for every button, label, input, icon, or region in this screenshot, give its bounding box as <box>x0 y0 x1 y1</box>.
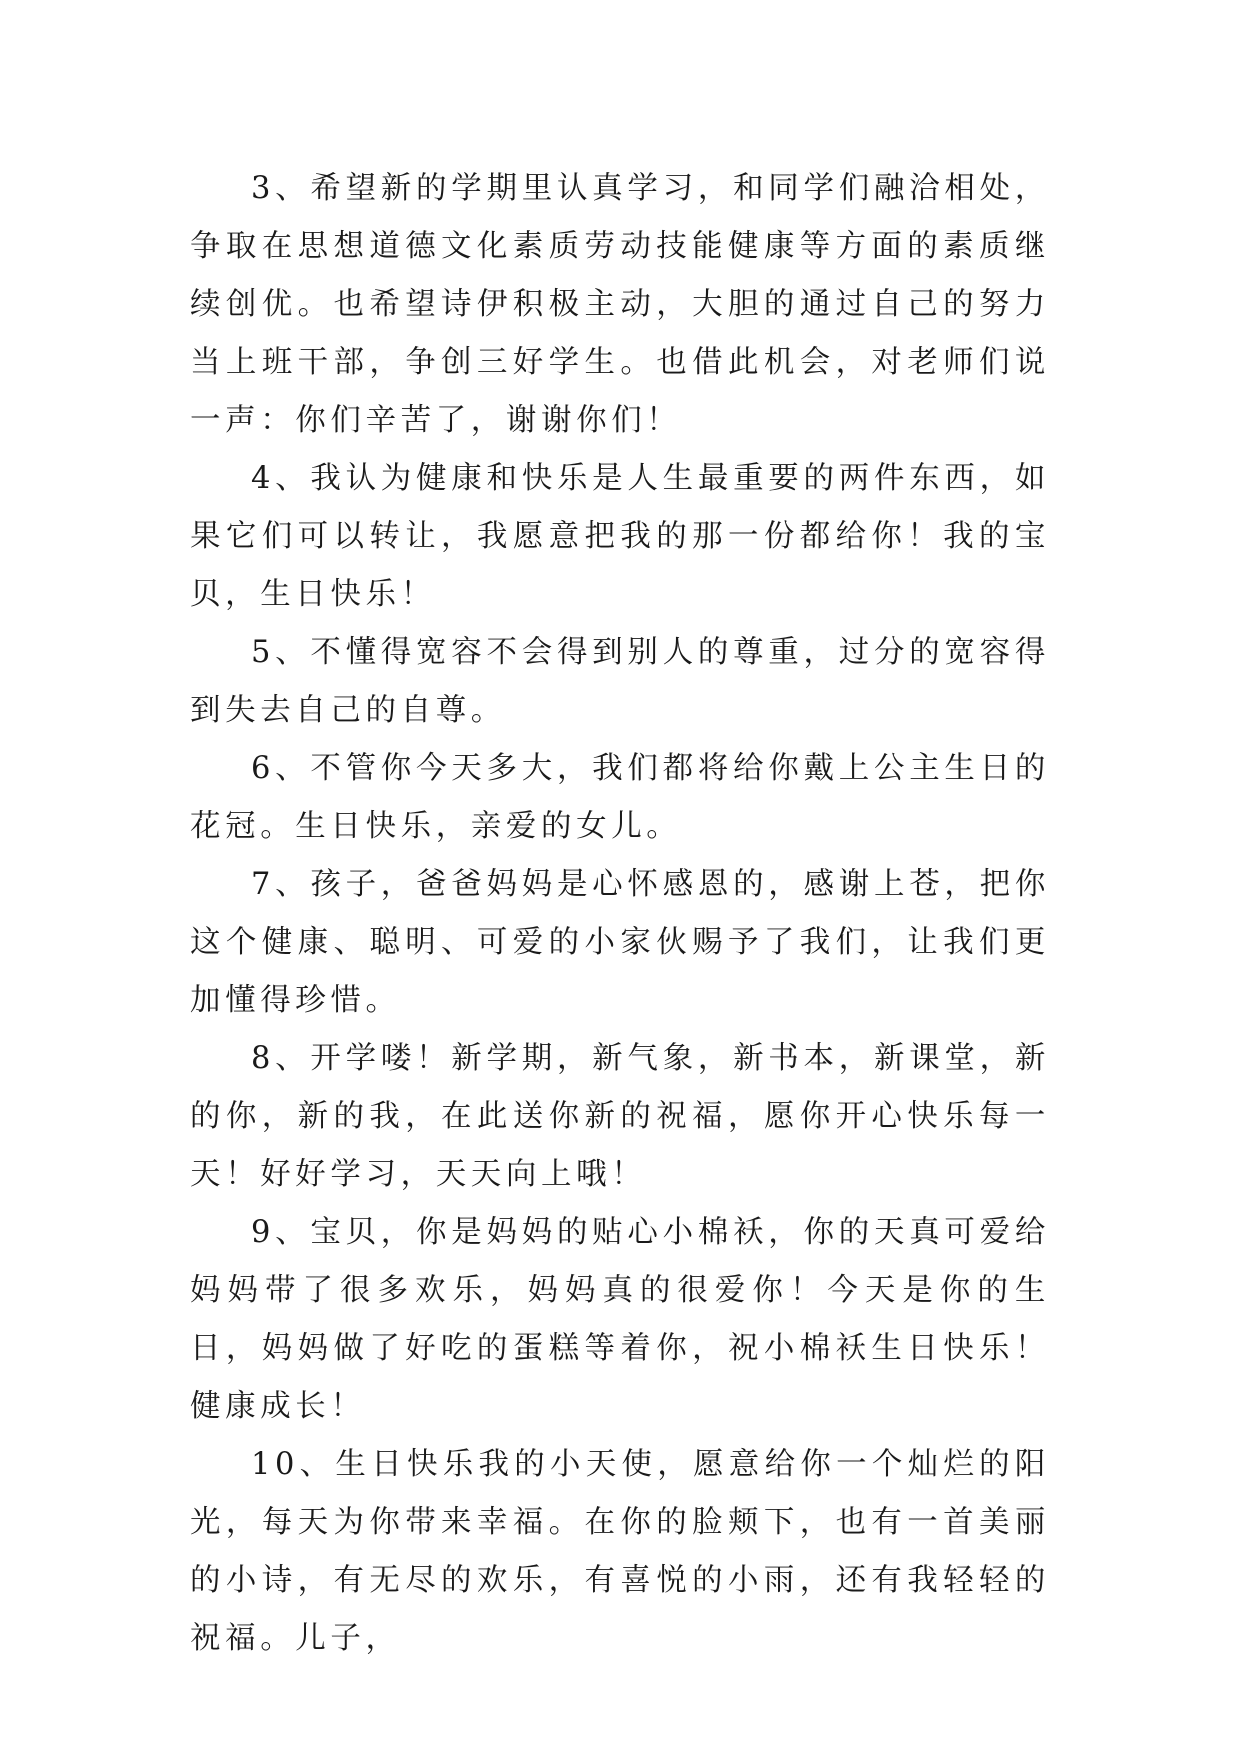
paragraph-3: 3、希望新的学期里认真学习，和同学们融洽相处，争取在思想道德文化素质劳动技能健康等方面的素质继续创优。也希望诗伊积极主动，大胆的通过自己的努力当上班干部，争创三好学生。也借此机会，对老师们说一声：你们辛苦了，谢谢你们！ <box>190 171 1050 438</box>
paragraph-9: 9、宝贝，你是妈妈的贴心小棉袄，你的天真可爱给妈妈带了很多欢乐，妈妈真的很爱你！今天是你的生日，妈妈做了好吃的蛋糕等着你，祝小棉袄生日快乐！健康成长！ <box>190 1215 1050 1424</box>
paragraph-7: 7、孩子，爸爸妈妈是心怀感恩的，感谢上苍，把你这个健康、聪明、可爱的小家伙赐予了我们，让我们更加懂得珍惜。 <box>190 867 1050 1018</box>
document-page <box>190 160 1050 1668</box>
paragraph-5: 5、不懂得宽容不会得到别人的尊重，过分的宽容得到失去自己的自尊。 <box>190 635 1050 728</box>
paragraph-8: 8、开学喽！新学期，新气象，新书本，新课堂，新的你，新的我，在此送你新的祝福，愿你开心快乐每一天！好好学习，天天向上哦！ <box>190 1041 1050 1192</box>
paragraph-6: 6、不管你今天多大，我们都将给你戴上公主生日的花冠。生日快乐，亲爱的女儿。 <box>190 751 1050 844</box>
paragraph-10: 10、生日快乐我的小天使，愿意给你一个灿烂的阳光，每天为你带来幸福。在你的脸颊下，也有一首美丽的小诗，有无尽的欢乐，有喜悦的小雨，还有我轻轻的祝福。儿子， <box>190 1447 1050 1656</box>
paragraph-4: 4、我认为健康和快乐是人生最重要的两件东西，如果它们可以转让，我愿意把我的那一份都给你！我的宝贝，生日快乐！ <box>190 461 1050 612</box>
